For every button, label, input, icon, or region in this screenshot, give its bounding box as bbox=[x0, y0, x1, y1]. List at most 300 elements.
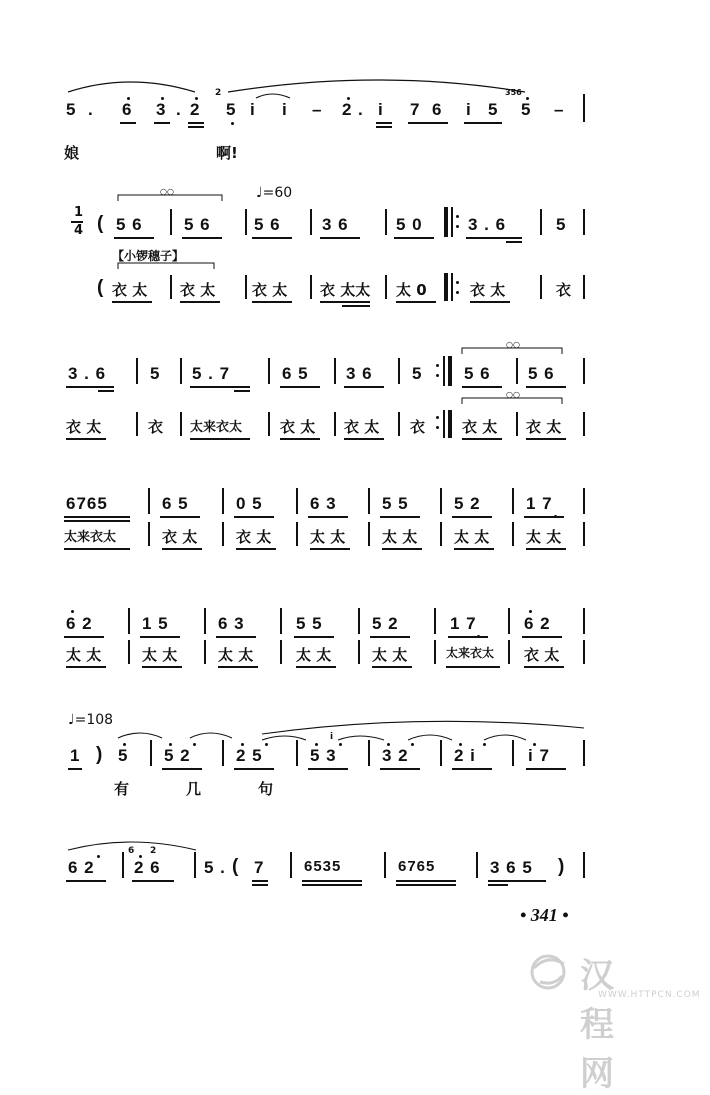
barline bbox=[136, 358, 138, 384]
note-group: 3 2 bbox=[382, 746, 409, 765]
octave-dot bbox=[411, 743, 414, 746]
barline bbox=[384, 852, 386, 878]
barline bbox=[368, 740, 370, 766]
grace-note: 2 bbox=[150, 846, 157, 856]
barline bbox=[512, 522, 514, 546]
barline bbox=[136, 412, 138, 436]
percussion: 衣 bbox=[410, 418, 426, 436]
grace-note: 356 bbox=[505, 88, 522, 97]
note-dot: . bbox=[358, 100, 364, 119]
note-group: 6765 bbox=[398, 858, 436, 875]
underline bbox=[280, 438, 320, 440]
note: 5 bbox=[488, 100, 499, 119]
repeat-dot bbox=[456, 225, 459, 228]
barline bbox=[296, 740, 298, 766]
barline bbox=[398, 412, 400, 436]
underline bbox=[376, 122, 392, 124]
octave-dot bbox=[533, 743, 536, 746]
barline bbox=[583, 640, 585, 664]
percussion: 衣 太 bbox=[112, 281, 148, 299]
underline bbox=[344, 386, 384, 388]
note: i bbox=[250, 100, 256, 119]
underline bbox=[64, 636, 104, 638]
octave-dot bbox=[193, 743, 196, 746]
barline bbox=[180, 412, 182, 436]
percussion: 衣 太 bbox=[526, 418, 562, 436]
underline bbox=[396, 880, 456, 882]
underline bbox=[182, 237, 222, 239]
note-group: 3 6 5 bbox=[490, 858, 533, 877]
barline bbox=[540, 275, 542, 299]
barline bbox=[434, 640, 436, 664]
barline bbox=[508, 608, 510, 634]
repeat-dot bbox=[436, 426, 439, 429]
underline bbox=[488, 884, 508, 886]
underline bbox=[132, 880, 174, 882]
watermark-logo-icon bbox=[520, 948, 580, 998]
barline bbox=[583, 275, 585, 299]
octave-dot bbox=[195, 97, 198, 100]
note-group: 5 6 bbox=[528, 364, 555, 383]
note-group: 6535 bbox=[304, 858, 342, 875]
note-group: 5 0 bbox=[396, 215, 423, 234]
lyric: 几 bbox=[186, 780, 202, 798]
barline bbox=[148, 488, 150, 514]
octave-dot bbox=[529, 610, 532, 613]
underline bbox=[462, 386, 502, 388]
underline bbox=[64, 516, 130, 518]
lyric: 句 bbox=[258, 780, 274, 798]
underline bbox=[526, 386, 566, 388]
octave-dot bbox=[265, 743, 268, 746]
barline bbox=[222, 740, 224, 766]
underline bbox=[280, 386, 320, 388]
underline bbox=[462, 438, 502, 440]
underline bbox=[190, 386, 250, 388]
note-group: 3 . 6 bbox=[68, 364, 107, 383]
barline bbox=[512, 740, 514, 766]
note-dot: . bbox=[176, 100, 182, 119]
percussion-label: 【小锣穗子】 bbox=[112, 249, 185, 263]
system-2 bbox=[0, 185, 710, 305]
underline bbox=[526, 548, 566, 550]
note-group: 6 5 bbox=[282, 364, 309, 383]
barline bbox=[516, 412, 518, 436]
dash: – bbox=[554, 100, 565, 119]
underline bbox=[446, 666, 500, 668]
dash: – bbox=[312, 100, 323, 119]
underline bbox=[320, 237, 360, 239]
underline bbox=[396, 301, 436, 303]
barline bbox=[280, 640, 282, 664]
repeat-dot bbox=[456, 281, 459, 284]
underline bbox=[234, 516, 274, 518]
underline bbox=[522, 636, 562, 638]
barline bbox=[245, 275, 247, 299]
barline bbox=[583, 412, 585, 436]
repeat-dot bbox=[456, 291, 459, 294]
note-group: 2 5 bbox=[236, 746, 263, 765]
tempo-marking: ♩=108 bbox=[68, 712, 114, 728]
underline bbox=[66, 438, 106, 440]
note: 5 bbox=[556, 215, 567, 234]
note: i bbox=[378, 100, 384, 119]
barline bbox=[451, 207, 453, 237]
barline bbox=[583, 608, 585, 634]
barline bbox=[583, 522, 585, 546]
percussion: 衣 太 bbox=[236, 528, 272, 546]
octave-dot bbox=[347, 97, 350, 100]
barline bbox=[508, 640, 510, 664]
repeat-dot bbox=[436, 416, 439, 419]
note-group: 2 i bbox=[454, 746, 476, 765]
octave-dot bbox=[459, 743, 462, 746]
underline bbox=[236, 548, 276, 550]
octave-dot bbox=[241, 743, 244, 746]
barline bbox=[476, 852, 478, 878]
underline bbox=[310, 548, 350, 550]
percussion: 太 0 bbox=[396, 281, 427, 299]
note-group: 5 6 bbox=[254, 215, 281, 234]
underline bbox=[216, 636, 256, 638]
underline bbox=[394, 237, 434, 239]
underline bbox=[154, 122, 170, 124]
percussion: 太 太 bbox=[296, 646, 332, 664]
note-group: 5 . 7 bbox=[192, 364, 231, 383]
percussion: 太来衣太 bbox=[446, 646, 495, 660]
underline bbox=[454, 548, 494, 550]
note-group: 3 6 bbox=[322, 215, 349, 234]
underline bbox=[372, 666, 412, 668]
underline bbox=[308, 516, 348, 518]
underline bbox=[64, 520, 130, 522]
percussion: 太 太 bbox=[372, 646, 408, 664]
underline bbox=[320, 301, 370, 303]
underline bbox=[234, 390, 250, 392]
underline bbox=[190, 438, 250, 440]
note-group: 5 5 bbox=[382, 494, 409, 513]
percussion: 太来衣太 bbox=[190, 420, 243, 435]
percussion: 衣 太 bbox=[462, 418, 498, 436]
underline bbox=[396, 884, 456, 886]
system-3 bbox=[0, 340, 710, 440]
system-6 bbox=[0, 712, 710, 802]
percussion: 太 太 bbox=[382, 528, 418, 546]
underline bbox=[218, 666, 258, 668]
underline bbox=[66, 880, 106, 882]
note-group: 6 3 bbox=[218, 614, 245, 633]
time-signature-top: 1 bbox=[74, 205, 84, 220]
note: 5 . bbox=[204, 858, 226, 877]
system-7 bbox=[0, 832, 710, 892]
note-group: 6 2 bbox=[524, 614, 551, 633]
note: 5 bbox=[150, 364, 161, 383]
note: 2 bbox=[342, 100, 353, 119]
barline bbox=[180, 358, 182, 384]
percussion: 衣 太 bbox=[280, 418, 316, 436]
open-paren: ( bbox=[97, 277, 105, 298]
barline bbox=[440, 488, 442, 514]
barline bbox=[296, 522, 298, 546]
note: 1 bbox=[70, 746, 81, 765]
note: 6 bbox=[122, 100, 133, 119]
underline bbox=[342, 305, 370, 307]
tempo-marking: ♩=60 bbox=[256, 185, 293, 201]
close-paren: ) bbox=[558, 856, 566, 877]
note-group: 6 2 bbox=[68, 858, 95, 877]
underline bbox=[408, 122, 448, 124]
barline bbox=[334, 358, 336, 384]
underline bbox=[114, 237, 154, 239]
note-group: 3 6 bbox=[346, 364, 373, 383]
barline bbox=[451, 273, 453, 301]
lyric: 有 bbox=[114, 780, 130, 798]
note-group: 5 5 bbox=[296, 614, 323, 633]
octave-dot bbox=[123, 743, 126, 746]
barline bbox=[170, 209, 172, 235]
underline bbox=[524, 666, 564, 668]
note: 7 bbox=[254, 858, 265, 877]
underline bbox=[252, 301, 292, 303]
close-paren: ) bbox=[96, 744, 104, 765]
underline bbox=[302, 880, 362, 882]
underline bbox=[488, 880, 546, 882]
underline bbox=[140, 636, 180, 638]
barline bbox=[512, 488, 514, 514]
note-group: 5 6 bbox=[184, 215, 211, 234]
percussion: 太 太 bbox=[142, 646, 178, 664]
barline bbox=[443, 410, 445, 438]
barline bbox=[385, 209, 387, 235]
underline bbox=[344, 438, 384, 440]
octave-dot bbox=[231, 122, 234, 125]
note-group: i 7 bbox=[528, 746, 550, 765]
underline bbox=[470, 301, 510, 303]
octave-dot bbox=[315, 743, 318, 746]
repeat-barline bbox=[444, 273, 448, 301]
note: i bbox=[466, 100, 472, 119]
percussion: 太 太 bbox=[218, 646, 254, 664]
underline bbox=[308, 768, 348, 770]
grace-note: 2 bbox=[215, 88, 222, 98]
octave-dot bbox=[161, 97, 164, 100]
note: 5 bbox=[226, 100, 237, 119]
note-group: 5 2 bbox=[164, 746, 191, 765]
underline bbox=[506, 241, 522, 243]
percussion: 太来衣太 bbox=[64, 530, 117, 545]
barline bbox=[583, 488, 585, 514]
note: 6 bbox=[432, 100, 443, 119]
percussion: 衣 太 bbox=[524, 646, 560, 664]
percussion: 太 太 bbox=[454, 528, 490, 546]
system-1-slurs bbox=[0, 70, 710, 170]
system-4 bbox=[0, 486, 710, 556]
underline bbox=[466, 237, 522, 239]
barline bbox=[516, 358, 518, 384]
barline bbox=[440, 740, 442, 766]
percussion: 衣 太 bbox=[470, 281, 506, 299]
underline bbox=[162, 548, 202, 550]
barline bbox=[194, 852, 196, 878]
repeat-barline bbox=[448, 410, 452, 438]
note: i bbox=[282, 100, 288, 119]
underline bbox=[180, 301, 220, 303]
underline bbox=[302, 884, 362, 886]
barline bbox=[583, 358, 585, 384]
system-7-slurs bbox=[0, 832, 710, 892]
barline bbox=[122, 852, 124, 878]
octave-dot bbox=[169, 743, 172, 746]
underline bbox=[380, 768, 420, 770]
barline bbox=[296, 488, 298, 514]
underline bbox=[452, 768, 492, 770]
repeat-barline bbox=[448, 356, 452, 386]
system-6-slurs bbox=[0, 712, 710, 802]
note-group: 1 7 bbox=[526, 494, 553, 513]
watermark-url: WWW.HTTPCN.COM bbox=[598, 990, 701, 1000]
percussion: 衣 太 bbox=[162, 528, 198, 546]
repeat-dot bbox=[436, 364, 439, 367]
barline bbox=[280, 608, 282, 634]
note-group: 6 5 bbox=[162, 494, 189, 513]
percussion: 衣 太 bbox=[180, 281, 216, 299]
octave-dot bbox=[97, 855, 100, 858]
barline bbox=[268, 412, 270, 436]
note-group: 6 3 bbox=[310, 494, 337, 513]
open-paren: ( bbox=[232, 856, 240, 877]
underline bbox=[294, 636, 334, 638]
slur-mark: ○○ bbox=[506, 340, 520, 349]
percussion: 太 太 bbox=[310, 528, 346, 546]
barline bbox=[368, 488, 370, 514]
underline bbox=[252, 237, 292, 239]
barline bbox=[583, 740, 585, 766]
barline bbox=[368, 522, 370, 546]
octave-dot bbox=[71, 610, 74, 613]
note: 7 bbox=[410, 100, 421, 119]
barline bbox=[148, 522, 150, 546]
note-group: 5 2 bbox=[372, 614, 399, 633]
percussion: 太 太 bbox=[526, 528, 562, 546]
barline bbox=[440, 522, 442, 546]
lyric: 娘 bbox=[64, 144, 80, 162]
underline bbox=[160, 516, 200, 518]
octave-dot bbox=[387, 743, 390, 746]
underline bbox=[234, 768, 274, 770]
barline bbox=[358, 640, 360, 664]
barline bbox=[358, 608, 360, 634]
note: 2 bbox=[190, 100, 201, 119]
slur-mark: ○○ bbox=[160, 187, 174, 196]
note: 5 bbox=[118, 746, 129, 765]
octave-dot bbox=[139, 855, 142, 858]
percussion: 衣 太 bbox=[66, 418, 102, 436]
note-group: 0 5 bbox=[236, 494, 263, 513]
page-number: • 341 • bbox=[520, 905, 569, 925]
underline bbox=[370, 636, 410, 638]
note-group: 5 6 bbox=[116, 215, 143, 234]
lyric: 啊! bbox=[216, 144, 238, 162]
underline bbox=[376, 126, 392, 128]
barline bbox=[128, 608, 130, 634]
watermark-text: 汉程网 bbox=[580, 956, 615, 1094]
note-group: 5 6 bbox=[464, 364, 491, 383]
note-group: 6765 bbox=[66, 494, 108, 513]
percussion: 衣 太 bbox=[252, 281, 288, 299]
percussion: 衣 bbox=[556, 281, 572, 299]
barline bbox=[443, 356, 445, 386]
underline bbox=[252, 880, 268, 882]
barline bbox=[204, 640, 206, 664]
barline bbox=[268, 358, 270, 384]
underline bbox=[66, 386, 114, 388]
note-group: 2 6 bbox=[134, 858, 161, 877]
underline bbox=[188, 122, 204, 124]
underline bbox=[142, 666, 182, 668]
underline bbox=[66, 666, 106, 668]
barline bbox=[583, 852, 585, 878]
underline bbox=[64, 548, 130, 550]
octave-dot bbox=[526, 97, 529, 100]
barline bbox=[128, 640, 130, 664]
barline bbox=[434, 608, 436, 634]
underline bbox=[252, 884, 268, 886]
underline bbox=[120, 122, 136, 124]
barline bbox=[150, 740, 152, 766]
barline bbox=[222, 488, 224, 514]
barline bbox=[334, 412, 336, 436]
note: 5 bbox=[66, 100, 77, 119]
barline bbox=[583, 209, 585, 235]
slur-mark: ○○ bbox=[506, 390, 520, 399]
underline bbox=[464, 122, 502, 124]
note-dot: . bbox=[88, 100, 94, 119]
percussion: 衣 太 bbox=[344, 418, 380, 436]
barline bbox=[583, 94, 585, 122]
underline bbox=[162, 768, 202, 770]
repeat-dot bbox=[436, 374, 439, 377]
underline bbox=[382, 548, 422, 550]
barline bbox=[540, 209, 542, 235]
barline bbox=[398, 358, 400, 384]
underline bbox=[448, 636, 488, 638]
note-group: 6 2 bbox=[66, 614, 93, 633]
barline bbox=[204, 608, 206, 634]
underline bbox=[112, 301, 152, 303]
barline bbox=[310, 275, 312, 299]
time-signature-bottom: 4 bbox=[74, 223, 84, 238]
underline bbox=[452, 516, 492, 518]
grace-note: 6 bbox=[128, 846, 135, 856]
note-group: 1 7 bbox=[450, 614, 477, 633]
repeat-barline bbox=[444, 207, 448, 237]
repeat-dot bbox=[456, 215, 459, 218]
percussion: 衣 bbox=[148, 418, 164, 436]
underline bbox=[68, 768, 82, 770]
underline bbox=[98, 390, 114, 392]
system-5 bbox=[0, 604, 710, 674]
note-group: 1 5 bbox=[142, 614, 169, 633]
percussion: 太 太 bbox=[66, 646, 102, 664]
note-group: 3 . 6 bbox=[468, 215, 507, 234]
barline bbox=[385, 275, 387, 299]
octave-dot bbox=[127, 97, 130, 100]
grace-note: i bbox=[330, 732, 334, 742]
note-group: 5 3 bbox=[310, 746, 337, 765]
barline bbox=[245, 209, 247, 235]
octave-dot bbox=[483, 743, 486, 746]
barline bbox=[310, 209, 312, 235]
